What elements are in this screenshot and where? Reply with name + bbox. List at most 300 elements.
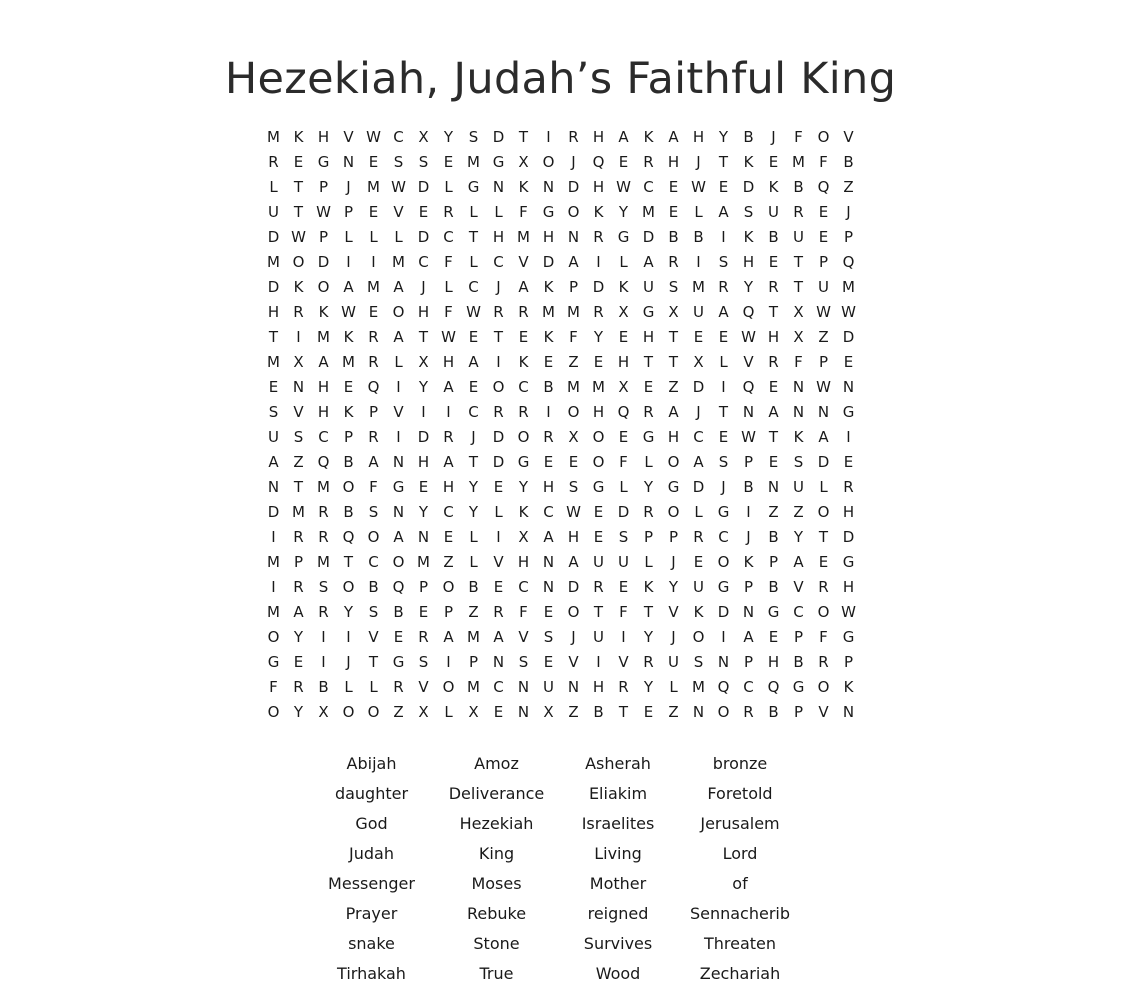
grid-letter[interactable]: H [417, 452, 430, 471]
grid-letter[interactable]: I [496, 527, 501, 546]
grid-letter[interactable]: X [618, 377, 629, 396]
grid-letter[interactable]: M [317, 477, 330, 496]
grid-letter[interactable]: O [717, 702, 730, 721]
grid-letter[interactable]: I [321, 627, 326, 646]
grid-letter[interactable]: R [293, 302, 304, 321]
grid-letter[interactable]: C [643, 177, 654, 196]
grid-letter[interactable]: R [293, 677, 304, 696]
grid-letter[interactable]: K [543, 327, 554, 346]
grid-letter[interactable]: E [518, 327, 529, 346]
grid-letter[interactable]: H [442, 352, 455, 371]
grid-letter[interactable]: R [818, 577, 829, 596]
grid-letter[interactable]: X [293, 352, 304, 371]
grid-letter[interactable]: A [393, 527, 404, 546]
grid-letter[interactable]: E [768, 627, 779, 646]
grid-letter[interactable]: K [743, 152, 754, 171]
grid-letter[interactable]: Z [393, 702, 404, 721]
grid-letter[interactable]: R [318, 502, 329, 521]
grid-letter[interactable]: V [743, 352, 754, 371]
grid-letter[interactable]: I [396, 377, 401, 396]
grid-letter[interactable]: E [843, 452, 854, 471]
grid-letter[interactable]: B [368, 577, 379, 596]
grid-letter[interactable]: L [469, 202, 478, 221]
grid-letter[interactable]: S [718, 452, 729, 471]
grid-letter[interactable]: E [568, 452, 579, 471]
grid-letter[interactable]: D [267, 277, 280, 296]
grid-letter[interactable]: O [817, 127, 830, 146]
grid-letter[interactable]: W [691, 177, 706, 196]
grid-letter[interactable]: E [543, 452, 554, 471]
grid-letter[interactable]: O [342, 477, 355, 496]
grid-letter[interactable]: Z [568, 702, 579, 721]
grid-letter[interactable]: P [743, 577, 754, 596]
grid-letter[interactable]: N [842, 377, 855, 396]
grid-letter[interactable]: I [596, 652, 601, 671]
grid-letter[interactable]: V [843, 127, 854, 146]
grid-letter[interactable]: Y [518, 477, 529, 496]
grid-letter[interactable]: W [816, 302, 831, 321]
grid-letter[interactable]: E [693, 552, 704, 571]
grid-letter[interactable]: S [668, 277, 679, 296]
grid-letter[interactable]: L [644, 452, 653, 471]
grid-letter[interactable]: A [718, 202, 729, 221]
grid-letter[interactable]: E [543, 652, 554, 671]
grid-letter[interactable]: T [368, 652, 379, 671]
grid-letter[interactable]: L [469, 252, 478, 271]
grid-letter[interactable]: D [267, 227, 280, 246]
grid-letter[interactable]: E [418, 602, 429, 621]
grid-letter[interactable]: G [517, 452, 530, 471]
grid-letter[interactable]: A [268, 452, 279, 471]
grid-letter[interactable]: E [468, 377, 479, 396]
grid-letter[interactable]: E [468, 327, 479, 346]
grid-letter[interactable]: T [293, 202, 304, 221]
grid-letter[interactable]: V [818, 702, 829, 721]
grid-letter[interactable]: I [621, 627, 626, 646]
grid-letter[interactable]: C [443, 502, 454, 521]
grid-letter[interactable]: L [444, 277, 453, 296]
grid-letter[interactable]: E [768, 252, 779, 271]
grid-letter[interactable]: O [592, 452, 605, 471]
grid-letter[interactable]: X [318, 702, 329, 721]
grid-letter[interactable]: G [842, 402, 855, 421]
grid-letter[interactable]: D [492, 427, 505, 446]
grid-letter[interactable]: E [293, 152, 304, 171]
grid-letter[interactable]: F [619, 452, 628, 471]
grid-letter[interactable]: C [518, 577, 529, 596]
grid-letter[interactable]: M [267, 602, 280, 621]
grid-letter[interactable]: K [793, 427, 804, 446]
grid-letter[interactable]: P [793, 627, 804, 646]
grid-letter[interactable]: T [668, 327, 679, 346]
grid-letter[interactable]: A [493, 627, 504, 646]
grid-letter[interactable]: Y [293, 702, 304, 721]
grid-letter[interactable]: G [492, 152, 505, 171]
grid-letter[interactable]: E [393, 627, 404, 646]
grid-letter[interactable]: D [542, 252, 555, 271]
grid-letter[interactable]: C [718, 527, 729, 546]
grid-letter[interactable]: I [371, 252, 376, 271]
grid-letter[interactable]: T [718, 402, 729, 421]
grid-letter[interactable]: F [369, 477, 378, 496]
grid-letter[interactable]: O [717, 552, 730, 571]
grid-letter[interactable]: J [571, 627, 576, 646]
grid-letter[interactable]: D [842, 527, 855, 546]
grid-letter[interactable]: S [368, 502, 379, 521]
grid-letter[interactable]: V [343, 127, 354, 146]
grid-letter[interactable]: Y [593, 327, 604, 346]
grid-letter[interactable]: U [793, 477, 804, 496]
grid-letter[interactable]: Y [793, 527, 804, 546]
grid-letter[interactable]: E [643, 377, 654, 396]
grid-letter[interactable]: T [593, 602, 604, 621]
grid-letter[interactable]: S [418, 152, 429, 171]
grid-letter[interactable]: P [368, 402, 379, 421]
grid-letter[interactable]: O [817, 602, 830, 621]
grid-letter[interactable]: V [668, 602, 679, 621]
grid-letter[interactable]: E [818, 202, 829, 221]
grid-letter[interactable]: I [721, 227, 726, 246]
grid-letter[interactable]: M [467, 677, 480, 696]
grid-letter[interactable]: O [392, 302, 405, 321]
grid-letter[interactable]: O [342, 577, 355, 596]
grid-letter[interactable]: S [268, 402, 279, 421]
grid-letter[interactable]: P [293, 552, 304, 571]
grid-letter[interactable]: M [692, 277, 705, 296]
grid-letter[interactable]: R [368, 352, 379, 371]
grid-letter[interactable]: P [768, 552, 779, 571]
grid-letter[interactable]: D [267, 502, 280, 521]
grid-letter[interactable]: B [843, 152, 854, 171]
grid-letter[interactable]: E [418, 202, 429, 221]
grid-letter[interactable]: Z [468, 602, 479, 621]
grid-letter[interactable]: W [441, 327, 456, 346]
grid-letter[interactable]: Q [367, 377, 380, 396]
grid-letter[interactable]: S [543, 627, 554, 646]
grid-letter[interactable]: L [619, 477, 628, 496]
grid-letter[interactable]: C [743, 677, 754, 696]
grid-letter[interactable]: A [443, 452, 454, 471]
grid-letter[interactable]: M [367, 177, 380, 196]
grid-letter[interactable]: E [768, 377, 779, 396]
grid-letter[interactable]: Z [568, 352, 579, 371]
grid-letter[interactable]: C [468, 402, 479, 421]
grid-letter[interactable]: T [618, 702, 629, 721]
grid-letter[interactable]: J [696, 152, 701, 171]
grid-letter[interactable]: M [367, 277, 380, 296]
grid-letter[interactable]: K [693, 602, 704, 621]
grid-letter[interactable]: P [743, 652, 754, 671]
grid-letter[interactable]: J [496, 277, 501, 296]
grid-letter[interactable]: M [642, 202, 655, 221]
grid-letter[interactable]: Z [768, 502, 779, 521]
grid-letter[interactable]: N [542, 577, 555, 596]
grid-letter[interactable]: H [667, 427, 680, 446]
grid-letter[interactable]: I [271, 527, 276, 546]
grid-letter[interactable]: L [669, 677, 678, 696]
grid-letter[interactable]: J [746, 527, 751, 546]
grid-letter[interactable]: A [793, 552, 804, 571]
grid-letter[interactable]: W [466, 302, 481, 321]
grid-letter[interactable]: R [368, 327, 379, 346]
grid-letter[interactable]: V [418, 677, 429, 696]
grid-letter[interactable]: A [618, 127, 629, 146]
grid-letter[interactable]: P [668, 527, 679, 546]
grid-letter[interactable]: K [593, 202, 604, 221]
grid-letter[interactable]: N [717, 652, 730, 671]
grid-letter[interactable]: N [567, 677, 580, 696]
grid-letter[interactable]: A [768, 402, 779, 421]
grid-letter[interactable]: S [393, 152, 404, 171]
grid-letter[interactable]: O [492, 377, 505, 396]
grid-letter[interactable]: K [843, 677, 854, 696]
grid-letter[interactable]: E [268, 377, 279, 396]
grid-letter[interactable]: P [443, 602, 454, 621]
grid-letter[interactable]: P [643, 527, 654, 546]
grid-letter[interactable]: S [418, 652, 429, 671]
grid-letter[interactable]: H [317, 127, 330, 146]
grid-letter[interactable]: C [693, 427, 704, 446]
grid-letter[interactable]: O [692, 627, 705, 646]
grid-letter[interactable]: E [593, 527, 604, 546]
grid-letter[interactable]: A [668, 402, 679, 421]
grid-letter[interactable]: S [318, 577, 329, 596]
grid-letter[interactable]: F [819, 152, 828, 171]
grid-letter[interactable]: Q [742, 302, 755, 321]
grid-letter[interactable]: A [368, 452, 379, 471]
grid-letter[interactable]: G [642, 427, 655, 446]
grid-letter[interactable]: P [818, 252, 829, 271]
grid-letter[interactable]: R [718, 277, 729, 296]
grid-letter[interactable]: N [392, 452, 405, 471]
grid-letter[interactable]: J [846, 202, 851, 221]
grid-letter[interactable]: M [267, 352, 280, 371]
grid-letter[interactable]: I [446, 652, 451, 671]
grid-letter[interactable]: O [592, 427, 605, 446]
grid-letter[interactable]: E [718, 427, 729, 446]
grid-letter[interactable]: G [392, 477, 405, 496]
grid-letter[interactable]: B [393, 602, 404, 621]
grid-letter[interactable]: I [721, 377, 726, 396]
grid-letter[interactable]: I [596, 252, 601, 271]
grid-letter[interactable]: P [818, 352, 829, 371]
grid-letter[interactable]: A [468, 352, 479, 371]
grid-letter[interactable]: N [542, 177, 555, 196]
grid-letter[interactable]: E [343, 377, 354, 396]
grid-letter[interactable]: N [567, 227, 580, 246]
grid-letter[interactable]: Z [818, 327, 829, 346]
grid-letter[interactable]: C [418, 252, 429, 271]
grid-letter[interactable]: K [643, 127, 654, 146]
grid-letter[interactable]: T [293, 177, 304, 196]
grid-letter[interactable]: A [443, 377, 454, 396]
grid-letter[interactable]: E [418, 477, 429, 496]
grid-letter[interactable]: G [642, 302, 655, 321]
grid-letter[interactable]: N [792, 377, 805, 396]
grid-letter[interactable]: B [693, 227, 704, 246]
grid-letter[interactable]: R [668, 252, 679, 271]
grid-letter[interactable]: R [418, 627, 429, 646]
grid-letter[interactable]: M [567, 377, 580, 396]
grid-letter[interactable]: N [392, 502, 405, 521]
grid-letter[interactable]: R [368, 427, 379, 446]
grid-letter[interactable]: G [542, 202, 555, 221]
grid-letter[interactable]: V [793, 577, 804, 596]
grid-letter[interactable]: H [642, 327, 655, 346]
grid-letter[interactable]: R [693, 527, 704, 546]
grid-letter[interactable]: E [818, 227, 829, 246]
grid-letter[interactable]: O [817, 502, 830, 521]
grid-letter[interactable]: E [618, 327, 629, 346]
grid-letter[interactable]: D [692, 477, 705, 496]
grid-letter[interactable]: I [421, 402, 426, 421]
grid-letter[interactable]: H [617, 352, 630, 371]
grid-letter[interactable]: A [393, 277, 404, 296]
grid-letter[interactable]: F [519, 602, 528, 621]
grid-letter[interactable]: S [618, 527, 629, 546]
grid-letter[interactable]: C [793, 602, 804, 621]
grid-letter[interactable]: F [569, 327, 578, 346]
grid-letter[interactable]: Q [742, 377, 755, 396]
grid-letter[interactable]: O [367, 527, 380, 546]
grid-letter[interactable]: H [442, 477, 455, 496]
grid-letter[interactable]: X [568, 427, 579, 446]
grid-letter[interactable]: O [567, 202, 580, 221]
grid-letter[interactable]: X [543, 702, 554, 721]
grid-letter[interactable]: G [767, 602, 780, 621]
grid-letter[interactable]: B [768, 227, 779, 246]
grid-letter[interactable]: G [717, 502, 730, 521]
grid-letter[interactable]: L [494, 502, 503, 521]
grid-letter[interactable]: E [493, 702, 504, 721]
grid-letter[interactable]: K [518, 502, 529, 521]
grid-letter[interactable]: V [393, 202, 404, 221]
grid-letter[interactable]: E [668, 177, 679, 196]
grid-letter[interactable]: P [843, 227, 854, 246]
grid-letter[interactable]: K [518, 352, 529, 371]
grid-letter[interactable]: R [743, 702, 754, 721]
grid-letter[interactable]: E [543, 602, 554, 621]
grid-letter[interactable]: B [343, 502, 354, 521]
grid-letter[interactable]: E [543, 352, 554, 371]
grid-letter[interactable]: O [667, 452, 680, 471]
grid-letter[interactable]: N [517, 702, 530, 721]
grid-letter[interactable]: T [468, 452, 479, 471]
grid-letter[interactable]: D [592, 277, 605, 296]
grid-letter[interactable]: F [819, 627, 828, 646]
grid-letter[interactable]: Y [643, 677, 654, 696]
grid-letter[interactable]: A [818, 427, 829, 446]
grid-letter[interactable]: J [471, 427, 476, 446]
grid-letter[interactable]: P [318, 227, 329, 246]
grid-letter[interactable]: U [793, 227, 804, 246]
grid-letter[interactable]: B [793, 652, 804, 671]
grid-letter[interactable]: F [519, 202, 528, 221]
grid-letter[interactable]: T [493, 327, 504, 346]
grid-letter[interactable]: T [643, 602, 654, 621]
grid-letter[interactable]: Y [643, 627, 654, 646]
grid-letter[interactable]: C [493, 677, 504, 696]
grid-letter[interactable]: L [694, 202, 703, 221]
grid-letter[interactable]: M [467, 152, 480, 171]
grid-letter[interactable]: J [696, 402, 701, 421]
grid-letter[interactable]: U [268, 202, 279, 221]
grid-letter[interactable]: Z [668, 702, 679, 721]
grid-letter[interactable]: S [293, 427, 304, 446]
grid-letter[interactable]: W [316, 202, 331, 221]
grid-letter[interactable]: R [293, 577, 304, 596]
grid-letter[interactable]: L [469, 552, 478, 571]
grid-letter[interactable]: K [343, 402, 354, 421]
grid-letter[interactable]: X [418, 702, 429, 721]
grid-letter[interactable]: E [368, 302, 379, 321]
grid-letter[interactable]: B [468, 577, 479, 596]
grid-letter[interactable]: E [593, 352, 604, 371]
grid-letter[interactable]: H [767, 652, 780, 671]
grid-letter[interactable]: L [444, 177, 453, 196]
grid-letter[interactable]: L [494, 202, 503, 221]
grid-letter[interactable]: W [841, 602, 856, 621]
grid-letter[interactable]: I [346, 252, 351, 271]
grid-letter[interactable]: T [418, 327, 429, 346]
grid-letter[interactable]: L [344, 227, 353, 246]
grid-letter[interactable]: M [567, 302, 580, 321]
grid-letter[interactable]: A [568, 552, 579, 571]
grid-letter[interactable]: R [268, 152, 279, 171]
grid-letter[interactable]: Y [343, 602, 354, 621]
grid-letter[interactable]: Z [843, 177, 854, 196]
grid-letter[interactable]: W [841, 302, 856, 321]
grid-letter[interactable]: J [721, 477, 726, 496]
grid-letter[interactable]: T [718, 152, 729, 171]
grid-letter[interactable]: K [543, 277, 554, 296]
grid-letter[interactable]: R [643, 652, 654, 671]
grid-letter[interactable]: R [318, 527, 329, 546]
grid-letter[interactable]: W [366, 127, 381, 146]
grid-letter[interactable]: U [818, 277, 829, 296]
grid-letter[interactable]: N [417, 527, 430, 546]
grid-letter[interactable]: T [768, 302, 779, 321]
grid-letter[interactable]: O [267, 702, 280, 721]
grid-letter[interactable]: P [843, 652, 854, 671]
grid-letter[interactable]: B [668, 227, 679, 246]
grid-letter[interactable]: N [792, 402, 805, 421]
grid-letter[interactable]: M [392, 252, 405, 271]
grid-letter[interactable]: R [518, 302, 529, 321]
grid-letter[interactable]: I [396, 427, 401, 446]
grid-letter[interactable]: T [668, 352, 679, 371]
grid-letter[interactable]: E [618, 577, 629, 596]
grid-letter[interactable]: N [692, 702, 705, 721]
grid-letter[interactable]: M [342, 352, 355, 371]
grid-letter[interactable]: A [718, 302, 729, 321]
grid-letter[interactable]: D [642, 227, 655, 246]
grid-letter[interactable]: M [292, 502, 305, 521]
grid-letter[interactable]: Y [468, 477, 479, 496]
grid-letter[interactable]: G [267, 652, 280, 671]
grid-letter[interactable]: U [668, 652, 679, 671]
grid-letter[interactable]: A [393, 327, 404, 346]
grid-letter[interactable]: C [443, 227, 454, 246]
grid-letter[interactable]: Y [293, 627, 304, 646]
grid-letter[interactable]: D [417, 427, 430, 446]
grid-letter[interactable]: H [317, 402, 330, 421]
grid-letter[interactable]: N [267, 477, 280, 496]
grid-letter[interactable]: P [743, 452, 754, 471]
grid-letter[interactable]: X [468, 702, 479, 721]
grid-letter[interactable]: Q [317, 452, 330, 471]
grid-letter[interactable]: N [742, 602, 755, 621]
